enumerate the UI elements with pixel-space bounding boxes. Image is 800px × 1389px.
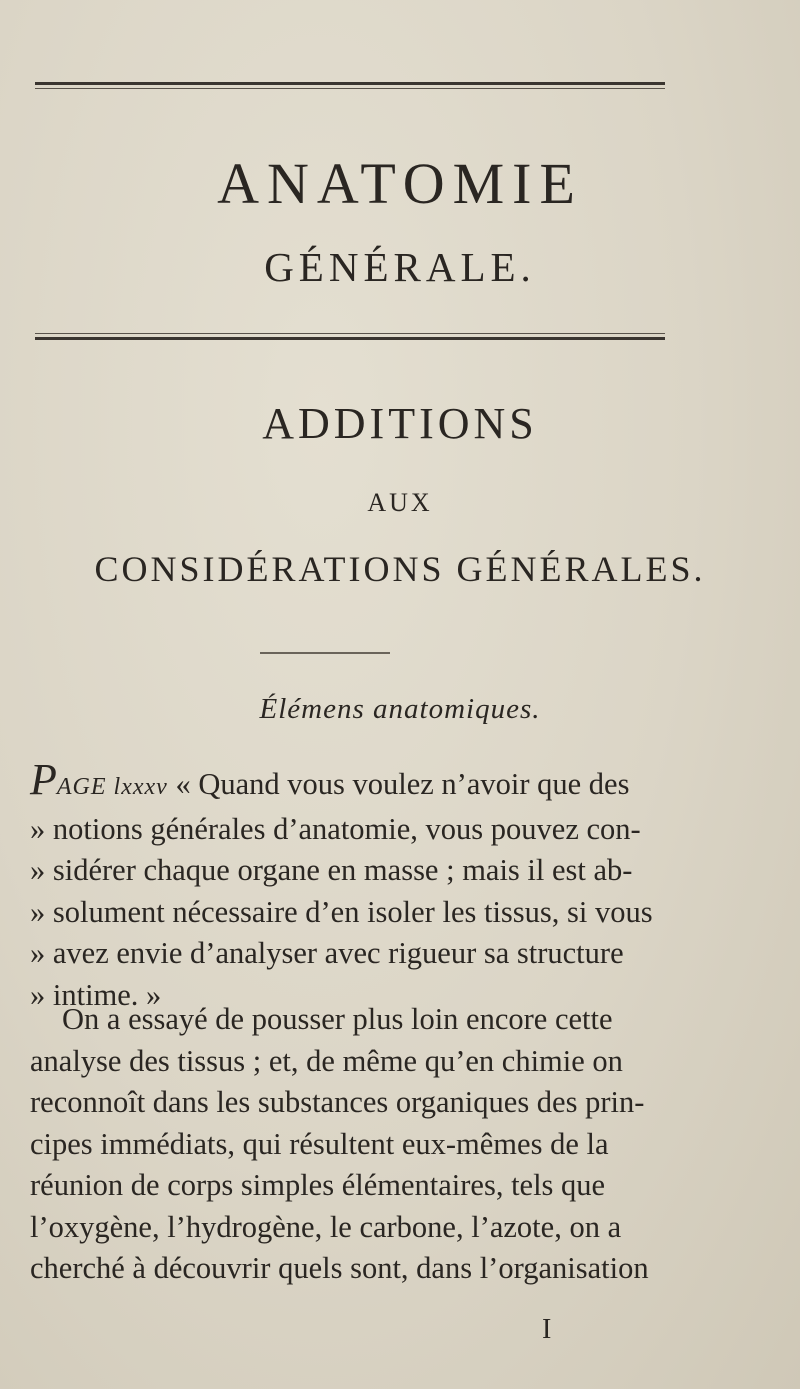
paragraph-1-line — [30, 755, 772, 809]
section-aux: AUX — [367, 488, 433, 517]
signature-mark: I — [542, 1314, 552, 1345]
quote-line: « Quand vous voulez n’avoir que des — [175, 767, 630, 801]
ornament-divider — [260, 652, 390, 654]
text-line: reconnoît dans les substances organiques des prin- — [30, 1085, 645, 1119]
book-title: ANATOMIE — [217, 151, 583, 216]
quote-line: » intime. » — [30, 977, 162, 1012]
section-subject: CONSIDÉRATIONS GÉNÉRALES. — [94, 549, 706, 589]
top-rule — [35, 82, 665, 85]
text-line: analyse des tissus ; et, de même qu’en chimie on — [30, 1043, 623, 1078]
middle-rule-thin — [35, 333, 665, 334]
text-line: réunion de corps simples élémentaires, tels que — [30, 1168, 606, 1202]
quote-line: » sidérer chaque organe en masse ; mais il est ab- — [30, 853, 633, 887]
top-rule-thin — [35, 88, 665, 89]
page-ref: AGE lxxxv — [56, 774, 168, 800]
quote-line: » avez envie d’analyser avec rigueur sa structure — [30, 936, 624, 970]
paragraph-1 — [30, 755, 772, 1016]
text-line: l’oxygène, l’hydrogène, le carbone, l’azote, on a — [30, 1209, 622, 1244]
section-heading: Élémens anatomiques. — [259, 693, 541, 725]
quote-line: » notions générales d’anatomie, vous pouvez con- — [30, 811, 641, 846]
page-ref-initial: P — [30, 755, 57, 804]
quote-line: » solument nécessaire d’en isoler les tissus, si vous — [30, 894, 653, 929]
paragraph-2 — [30, 999, 772, 1290]
book-subtitle: GÉNÉRALE. — [264, 244, 536, 290]
text-line: cherché à découvrir quels sont, dans l’organisation — [30, 1251, 649, 1285]
text-line: On a essayé de pousser plus loin encore cette — [62, 1002, 613, 1036]
text-line: cipes immédiats, qui résultent eux-mêmes de la — [30, 1126, 609, 1161]
middle-rule — [35, 337, 665, 340]
section-title: ADDITIONS — [262, 399, 538, 448]
